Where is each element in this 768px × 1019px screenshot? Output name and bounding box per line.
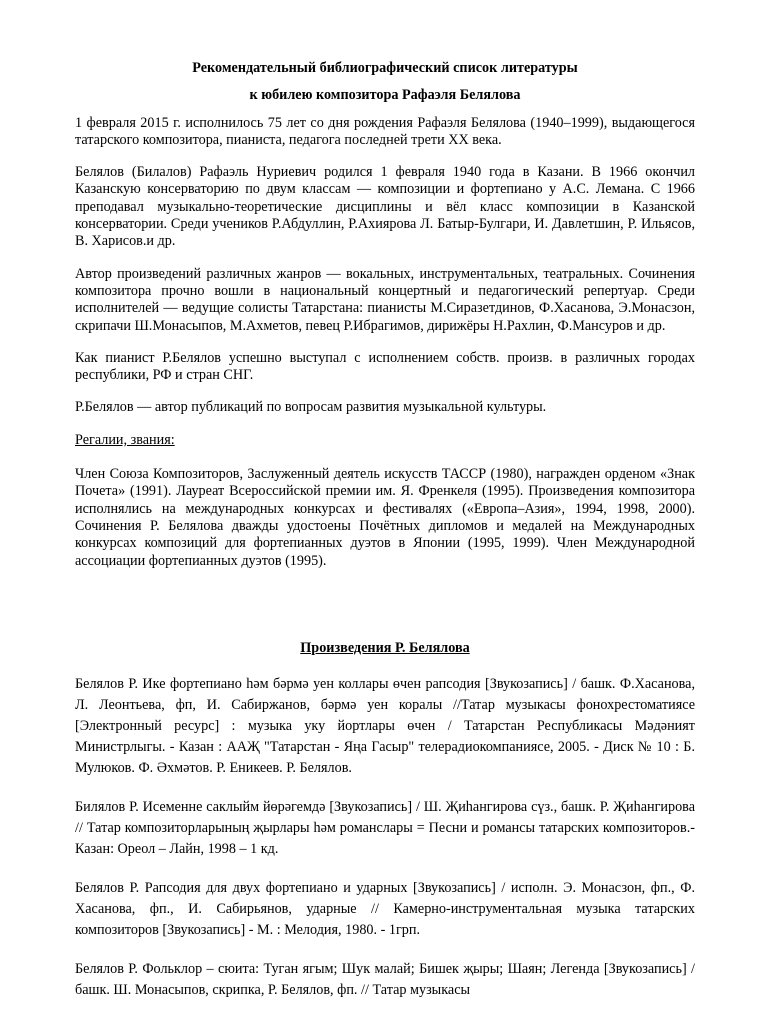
document-title-line-2: к юбилею композитора Рафаэля Белялова bbox=[249, 87, 521, 104]
work-entry: Белялов Р. Ике фортепиано һәм бәрмә уен коллары өчен рапсодия [Звукозапись] / башк. Ф.Хасанова, Л. Леонтьева, фп, И. Сабиржанов, бәрмә уен коралы //Татар музыкасы фонохрестоматиясе [Электронный ресурс] : музыка уку йортлары өчен / Татарстан Республикасы Мәдәният Министрлыгы. - Казан : ААҖ "Татарстан - Яңа Гасыр" телерадиокомпаниясе, 2005. - Диск № 10 : Б. Мулюков. Ф. Әхмәтов. Р. Еникеев. Р. Белялов. bbox=[75, 676, 695, 777]
regalia-paragraph: Член Союза Композиторов, Заслуженный деятель искусств ТАССР (1980), награжден орденом «Знак Почета» (1991). Лауреат Всероссийской премии им. Я. Френкеля (1995). Произведения композитора исполнялись на международных конкурсах и фестивалях («Европа–Азия», 1994, 1998, 2000). Сочинения Р. Белялова дважды удостоены Почётных дипломов и медалей на Международных конкурсах композиций для фортепианных дуэтов в Японии (1995, 1999). Член Международной ассоциации фортепианных дуэтов (1995). bbox=[75, 466, 695, 569]
work-entry: Билялов Р. Исеменне саклыйм йөрәгемдә [Звукозапись] / Ш. Җиһангирова сүз., башк. Р. Җиһангирова // Татар композиторларының җырлары һәм романслары = Песни и романсы татарских композиторов.- Казан: Ореол – Лайн, 1998 – 1 кд. bbox=[75, 799, 695, 858]
document-title-line-1: Рекомендательный библиографический список литературы bbox=[192, 60, 578, 76]
document-page bbox=[75, 60, 695, 1019]
intro-paragraph: 1 февраля 2015 г. исполнилось 75 лет со дня рождения Рафаэля Белялова (1940–1999), выдающегося татарского композитора, пианиста, педагога последней трети XX века. bbox=[75, 114, 695, 148]
work-entry: Белялов Р. Рапсодия для двух фортепиано и ударных [Звукозапись] / исполн. Э. Монасзон, фп., Ф. Хасанова, фп., И. Сабирьянов, ударные // Камерно-инструментальная музыка татарских композиторов [Звукозапись] - М. : Мелодия, 1980. - 1грп. bbox=[75, 880, 695, 939]
works-overview-paragraph: Автор произведений различных жанров — вокальных, инструментальных, театральных. Сочинения композитора прочно вошли в национальный концертный и педагогический репертуар. Среди исполнителей — ведущие солисты Татарстана: пианисты М.Сиразетдинов, Ф.Хасанова, Э.Монасзон, скрипачи Ш.Монасыпов, М.Ахметов, певец Р.Ибрагимов, дирижёры Н.Рахлин, Ф.Мансуров и др. bbox=[75, 265, 695, 334]
publications-paragraph: Р.Белялов — автор публикаций по вопросам развития музыкальной культуры. bbox=[75, 399, 547, 416]
works-heading: Произведения Р. Белялова bbox=[300, 639, 470, 656]
section-spacer bbox=[75, 585, 695, 640]
pianist-paragraph: Как пианист Р.Белялов успешно выступал с исполнением собств. произв. в различных городах республики, РФ и стран СНГ. bbox=[75, 349, 695, 384]
work-entry: Белялов Р. Фольклор – сюита: Туган ягым; Шук малай; Бишек җыры; Шаян; Легенда [Звукозапись] / башк. Ш. Монасыпов, скрипка, Р. Белялов, фп. // Татар музыкасы bbox=[75, 961, 695, 999]
biography-paragraph: Белялов (Билалов) Рафаэль Нуриевич родился 1 февраля 1940 года в Казани. В 1966 окончил Казанскую консерваторию по двум классам — композиции и фортепиано у А.С. Лемана. С 1966 преподавал музыкально-теоретические дисциплины и вёл класс композиции в Казанской консерватории. Среди учеников Р.Абдуллин, Р.Ахиярова Л. Батыр-Булгари, И. Давлетшин, Р. Ильясов, В. Харисов.и др. bbox=[75, 164, 695, 250]
regalia-heading: Регалии, звания: bbox=[75, 431, 175, 448]
